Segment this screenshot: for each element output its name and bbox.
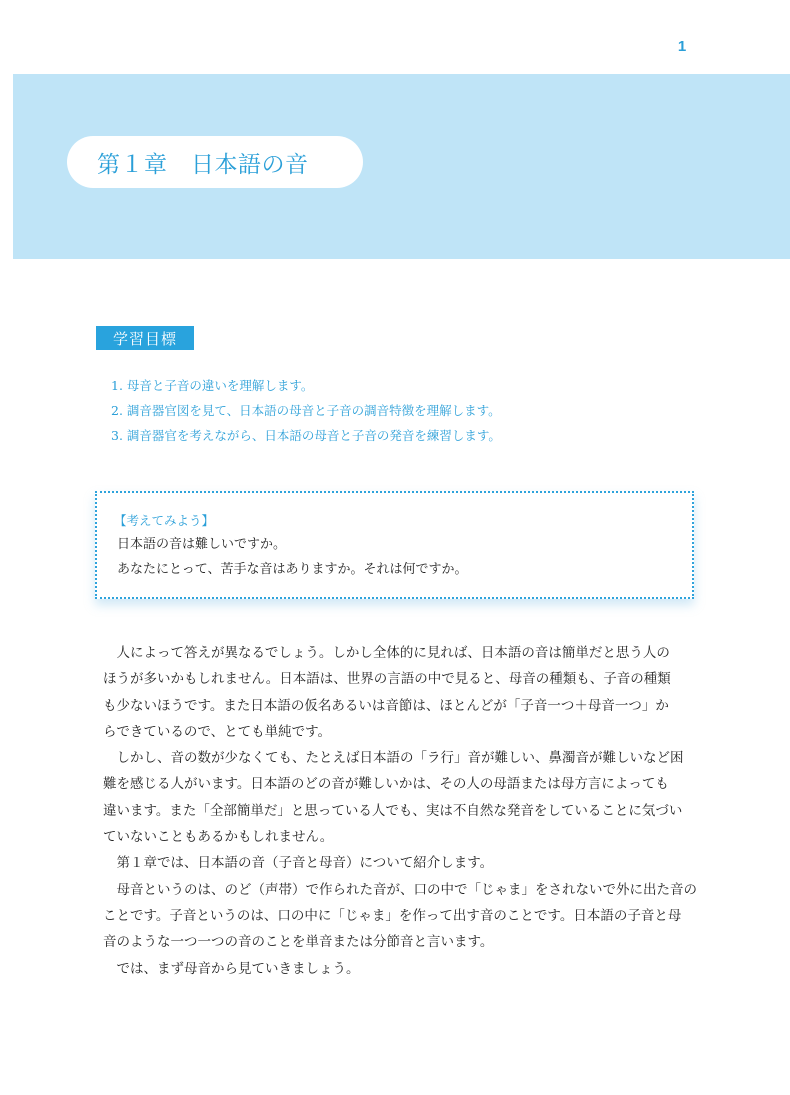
body-line: らできているので、とても単純です。 <box>103 723 332 740</box>
objective-item: 1. 母音と子音の違いを理解します。 <box>111 378 314 393</box>
body-line: 第１章では、日本語の音（子音と母音）について紹介します。 <box>103 855 494 872</box>
body-line: ほうが多いかもしれません。日本語は、世界の言語の中で見ると、母音の種類も、子音の種類 <box>103 671 671 688</box>
chapter-title: 第１章 日本語の音 <box>67 136 363 188</box>
think-box <box>95 491 694 599</box>
body-line: 人によって答えが異なるでしょう。しかし全体的に見れば、日本語の音は簡単だと思う人の <box>103 645 670 661</box>
body-line: では、まず母音から見ていきましょう。 <box>103 960 360 977</box>
objectives-list <box>111 376 501 451</box>
body-line: 違います。また「全部簡単だ」と思っている人でも、実は不自然な発音をしていることに気づい <box>103 802 683 819</box>
body-line: も少ないほうです。また日本語の仮名あるいは音節は、ほとんどが「子音一つ＋母音一つ」か <box>103 697 669 714</box>
body-line: しかし、音の数が少なくても、たとえば日本語の「ラ行」音が難しい、鼻濁音が難しいなど困 <box>103 750 684 767</box>
objective-item: 3. 調音器官を考えながら、日本語の母音と子音の発音を練習します。 <box>111 428 501 443</box>
body-line: ていないこともあるかもしれません。 <box>103 829 334 846</box>
body-line: ことです。子音というのは、口の中に「じゃま」を作って出す音のことです。日本語の子音と母 <box>103 907 682 924</box>
think-box-line: 日本語の音は難しいですか。 <box>117 537 287 552</box>
chapter-banner <box>13 74 790 259</box>
body-line: 母音というのは、のど（声帯）で作られた音が、口の中で「じゃま」をされないで外に出た音の <box>103 881 697 898</box>
think-box-line: あなたにとって、苦手な音はありますか。それは何ですか。 <box>117 562 468 577</box>
objective-item: 2. 調音器官図を見て、日本語の母音と子音の調音特徴を理解します。 <box>111 403 501 418</box>
think-box-title: 【考えてみよう】 <box>114 513 215 528</box>
page-number: 1 <box>677 38 687 55</box>
body-line: 難を感じる人がいます。日本語のどの音が難しいかは、その人の母語または母方言によっても <box>103 776 669 793</box>
body-text <box>103 640 697 982</box>
body-line: 音のような一つ一つの音のことを単音または分節音と言います。 <box>103 934 494 951</box>
objectives-label: 学習目標 <box>96 326 194 350</box>
